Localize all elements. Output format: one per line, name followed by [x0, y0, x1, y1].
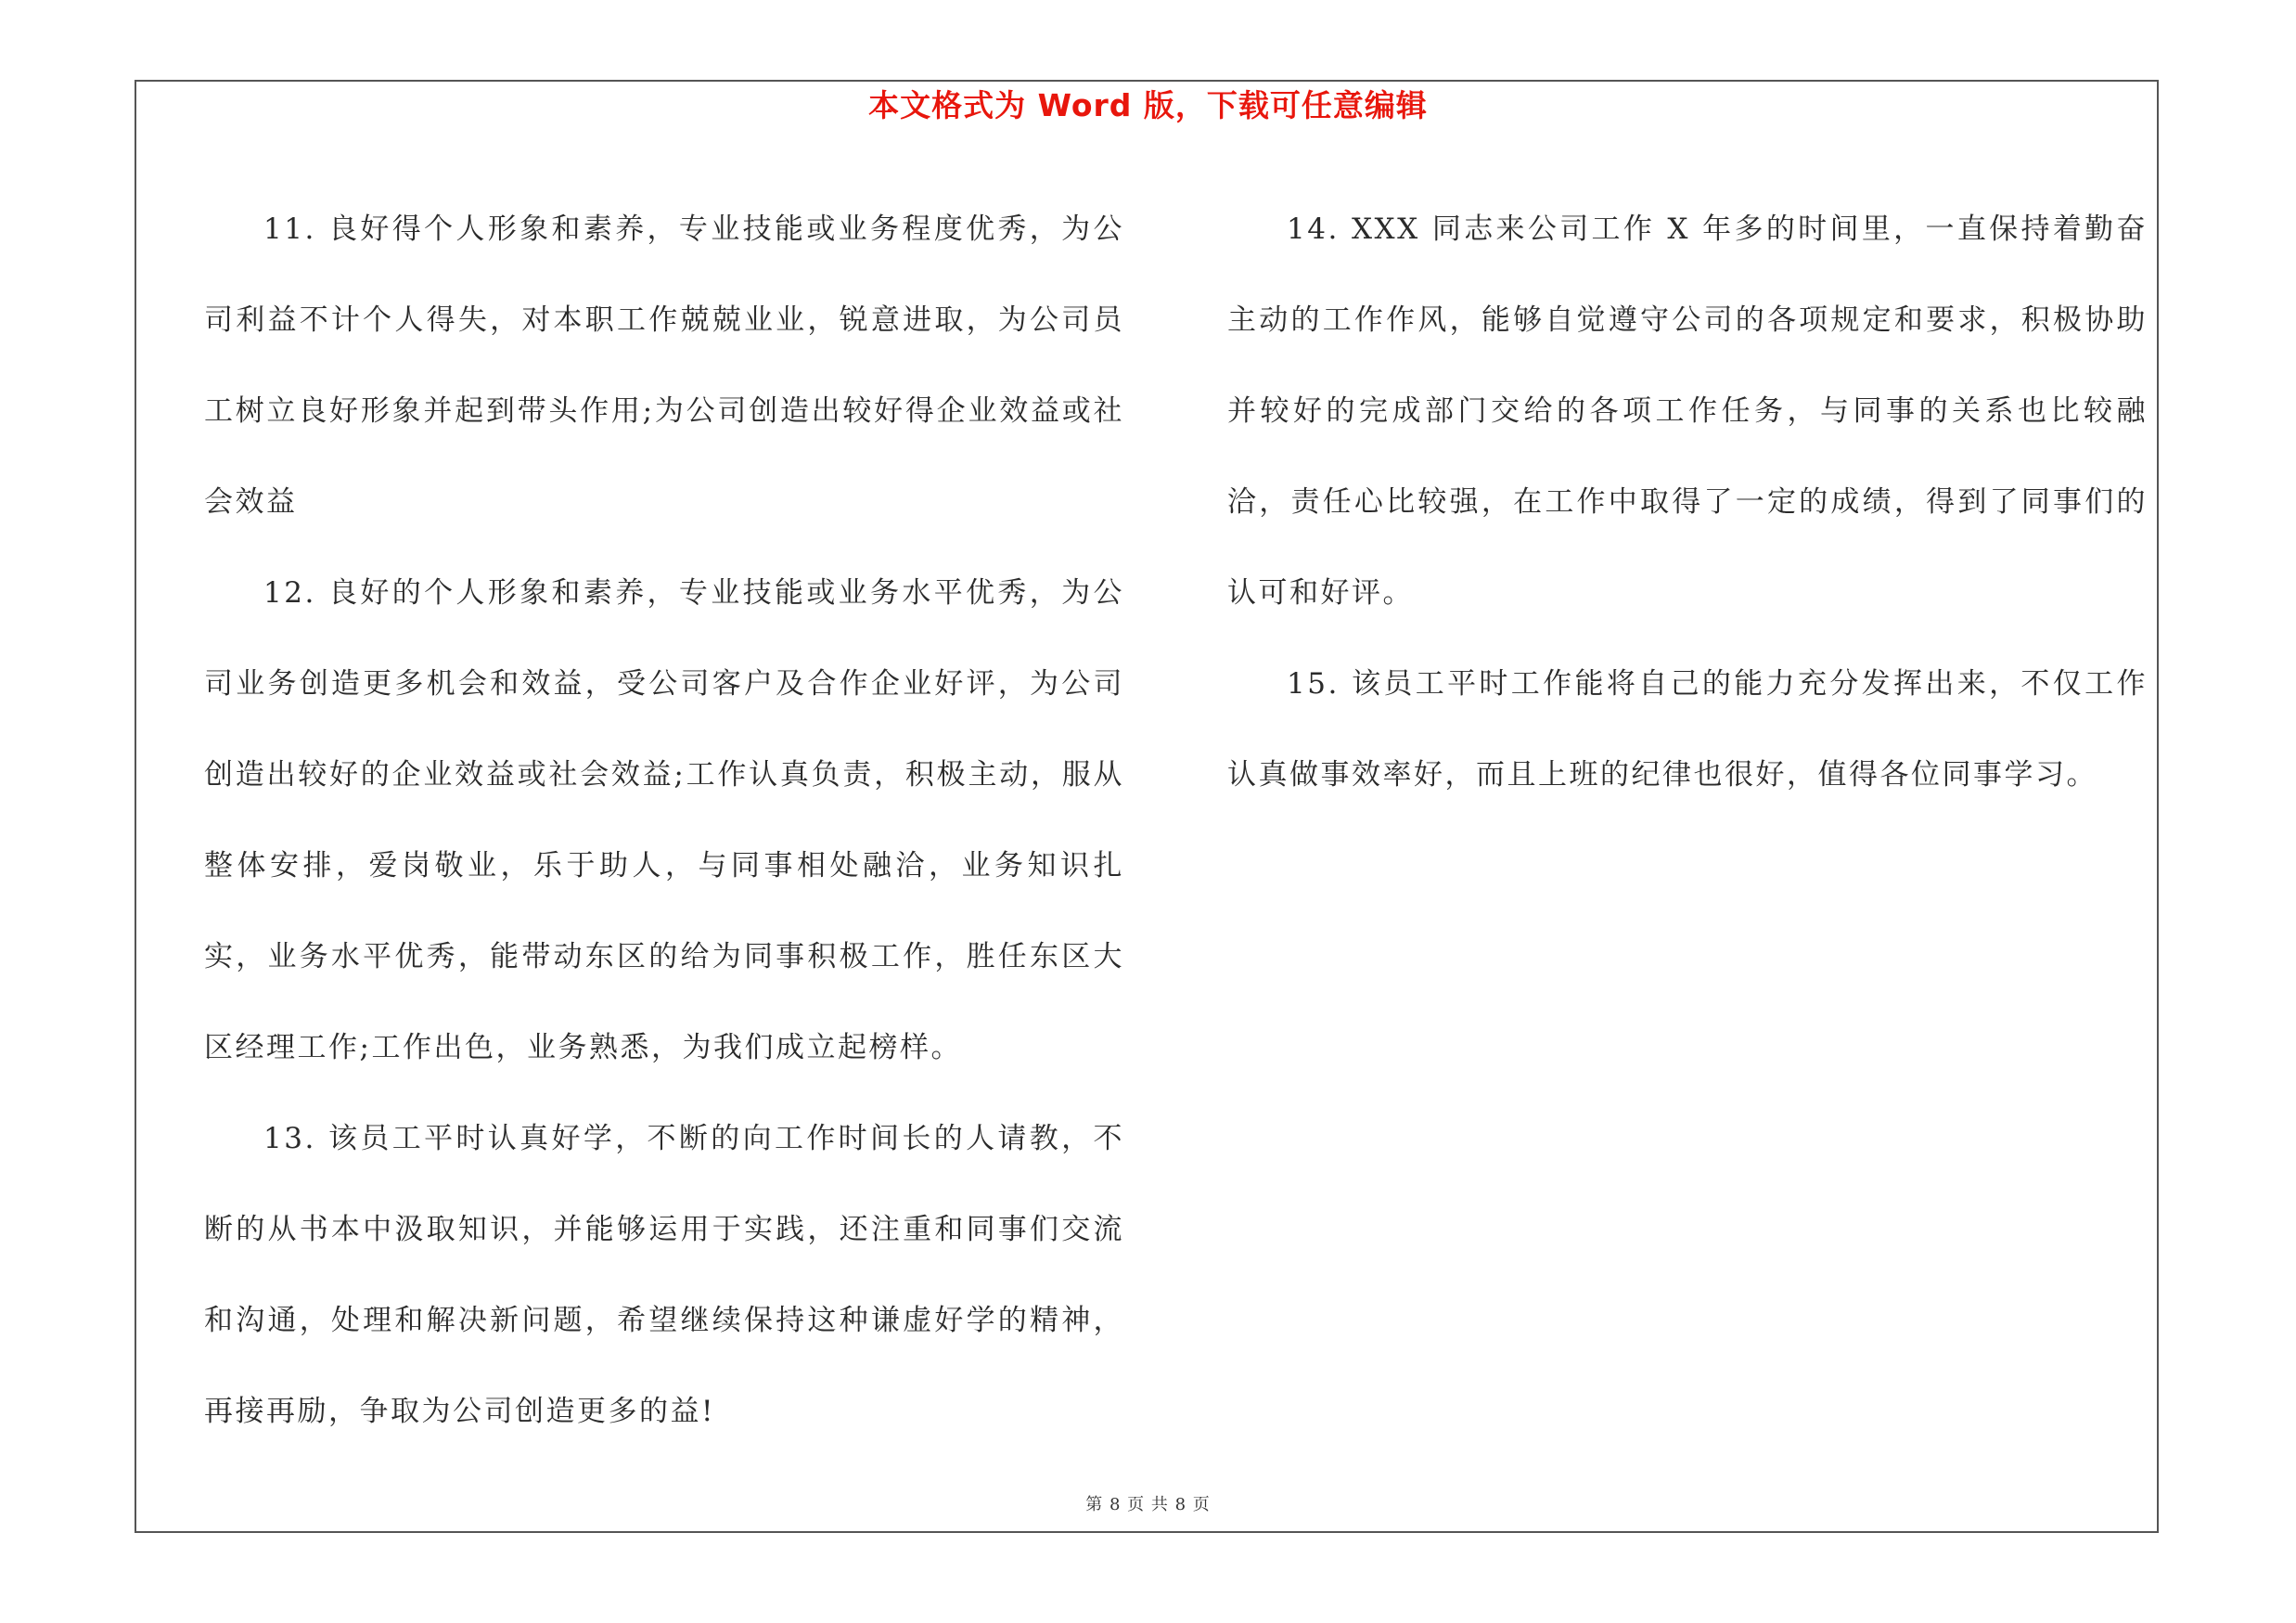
left-column [204, 184, 1124, 1457]
paragraph-13: 13. 该员工平时认真好学，不断的向工作时间长的人请教，不断的从书本中汲取知识，并能够运用于实践，还注重和同事们交流和沟通，处理和解决新问题，希望继续保持这种谦虚好学的精神，再接再励，争取为公司创造更多的益! [204, 1122, 1124, 1428]
page-number-footer: 第 8 页 共 8 页 [1085, 1495, 1211, 1514]
paragraph-12: 12. 良好的个人形象和素养，专业技能或业务水平优秀，为公司业务创造更多机会和效益，受公司客户及合作企业好评，为公司创造出较好的企业效益或社会效益;工作认真负责，积极主动，服从整体安排，爱岗敬业，乐于助人，与同事相处融洽，业务知识扎实，业务水平优秀，能带动东区的给为同事积极工作，胜任东区大区经理工作;工作出色，业务熟悉，为我们成立起榜样。 [204, 576, 1124, 1064]
paragraph-11: 11. 良好得个人形象和素养，专业技能或业务程度优秀，为公司利益不计个人得失，对本职工作兢兢业业，锐意进取，为公司员工树立良好形象并起到带头作用;为公司创造出较好得企业效益或社会效益 [204, 213, 1124, 519]
paragraph-14: 14. XXX 同志来公司工作 X 年多的时间里，一直保持着勤奋主动的工作作风，能够自觉遵守公司的各项规定和要求，积极协助并较好的完成部门交给的各项工作任务，与同事的关系也比较融洽，责任心比较强，在工作中取得了一定的成绩，得到了同事们的认可和好评。 [1227, 213, 2148, 610]
word-format-banner: 本文格式为 Word 版，下载可任意编辑 [868, 87, 1428, 123]
paragraph-15: 15. 该员工平时工作能将自己的能力充分发挥出来，不仅工作认真做事效率好，而且上班的纪律也很好，值得各位同事学习。 [1227, 667, 2148, 792]
right-column [1227, 184, 2148, 820]
